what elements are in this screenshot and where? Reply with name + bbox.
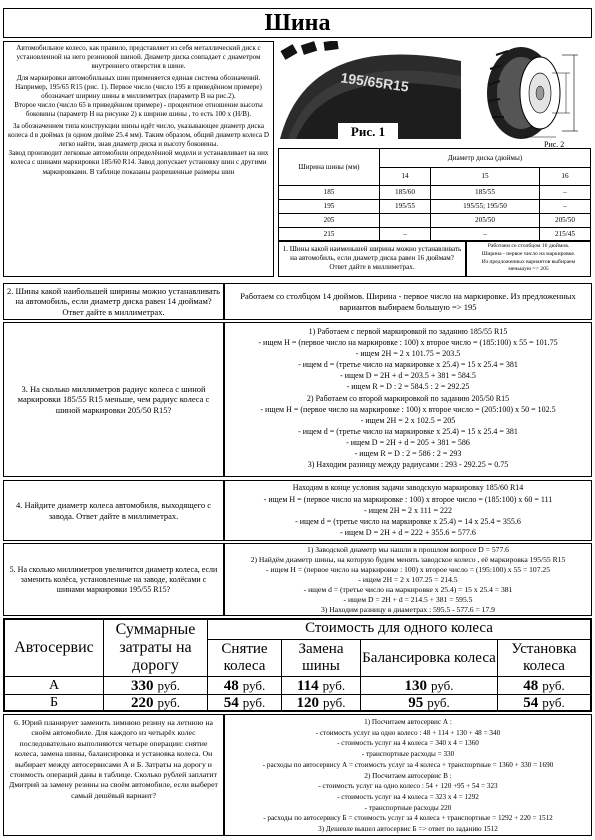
answer-6-line: - стоимость услуг на одно колесо : 54 + 120 +95 + 54 = 323 [318, 782, 498, 791]
answer-4-line: - ищем H = (первое число на маркировке : 100) х второе число = (185:100) х 60 = 111 [263, 494, 553, 504]
answer-5-line: 2) Найдём диаметр шины, на которую будем менять заводское колесо , её маркировка 195/55 R15 [250, 554, 566, 564]
page-title: Шина [264, 10, 331, 36]
answer-6-line: - расходы по автосервису Б = стоимость услуг за 4 колеса + транспортные = 1292 + 220 = 1512 [263, 814, 553, 823]
size-table-cell: 205/50 [431, 214, 540, 228]
price-table-header-op: Балансировка колеса [361, 640, 498, 676]
question-2-text: 2. Шины какой наибольшей ширины можно устанавливать на автомобиль, если диаметр диска равен 14 дюймам? Ответ дайте в миллиметрах. [7, 285, 221, 317]
size-table-header-diameter: Диаметр диска (дюймы) [380, 149, 591, 168]
figure-2 [466, 41, 590, 149]
size-table-cell: – [431, 228, 540, 242]
answer-4 [224, 480, 592, 541]
price-cell: 54 руб. [523, 695, 565, 711]
size-table-cell: – [380, 228, 431, 242]
answer-2 [224, 283, 592, 320]
size-table-cell: 195/55 [380, 200, 431, 214]
answer-6-line: - стоимость услуг на 4 колеса = 340 х 4 = 1360 [337, 739, 479, 748]
figure-1 [278, 41, 463, 141]
size-table-cell: 185/60 [380, 186, 431, 200]
tire-sidewall-illustration [278, 41, 463, 141]
answer-4-line: - ищем 2H = 2 х 111 = 222 [364, 505, 452, 515]
answer-5-line: - ищем H = (первое число на маркировке : 100) х второе число = (195:100) х 55 = 107.25 [265, 564, 551, 574]
size-table-cell [380, 214, 431, 228]
size-table-cell: 185/55 [431, 186, 540, 200]
price-cell: 330 руб. [104, 677, 208, 694]
answer-5-line: - ищем d = (третье число на маркировке х 25.4) = 15 х 25.4 = 381 [303, 584, 513, 594]
answer-4-line: - ищем d = (третье число на маркировке х 25.4) = 14 х 25.4 = 355.6 [295, 517, 521, 527]
answer-6-line: - транспортные расходы = 330 [361, 750, 455, 759]
price-row-b [5, 695, 590, 710]
answer-6-line: 1) Посчитаем автосервис А : [364, 718, 452, 726]
price-row-a [5, 677, 590, 694]
intro-paragraph: Автомобильное колесо, как правило, представляет из себя металлический диск с установленной на него резиновой шиной. Диаметр диска совпадает с диаметром внутреннего отверстия в шине. [16, 44, 261, 71]
size-table-cell: 215 [279, 228, 380, 242]
question-4 [3, 480, 224, 541]
price-cell: 95 руб. [361, 695, 498, 710]
answer-3-line: - ищем d = (третье число на маркировке х 25.4) = 15 х 25.4 = 381 [298, 360, 518, 370]
answer-3-line: 1) Работаем с первой маркировкой по заданию 185/55 R15 [308, 327, 508, 336]
intro-paragraph: Второе число (число 65 в приведённом примере) - процентное отношение высоты боковины (параметр H на рисунке 2) к ширине шины , то есть 100 х (H/B). [14, 101, 263, 119]
answer-6-line: - расходы по автосервису А = стоимость услуг за 4 колеса + транспортные = 1360 + 330 = 1690 [262, 760, 554, 769]
answer-6 [224, 714, 592, 836]
price-cell: 48 руб. [523, 678, 565, 694]
price-table [3, 618, 592, 712]
price-cell: 220 руб. [104, 695, 208, 710]
answer-1-line: меньшую => 205 [508, 266, 549, 273]
tire-size-table [278, 148, 591, 242]
answer-3-line: 2) Работаем со второй маркировкой по заданию 205/50 R15 [306, 393, 510, 403]
answer-6-line: 2) Посчитаем автосервис В : [364, 771, 452, 780]
price-cell: 54 руб. [208, 695, 282, 710]
size-table-cell: 185 [279, 186, 380, 200]
price-cell: 48 руб. [208, 677, 282, 694]
question-6-text: 6. Юрий планирует заменить зимнюю резину на летнюю на своём автомобиле. Для каждого из четырёх колес последовательно выполняются четыре операции: снятие колеса, замена шины, балансировка и установка колеса. Он выбирает между автосервисами А и Б. Затраты на дорогу и стоимость операций даны в таблице. Сколько рублей заплатит Дмитрий за замену резины на своём автомобиле, если выберет самый дешёвый вариант? [9, 718, 218, 800]
answer-5 [224, 543, 592, 616]
question-3-text: 3. На сколько миллиметров радиус колеса с шиной маркировки 185/55 R15 меньше, чем радиус колеса с шиной маркировки 205/50 R15? [17, 383, 210, 415]
answer-5-line: - ищем D = 2H + d = 214.5 + 381 = 595.5 [343, 594, 473, 604]
intro-text [3, 41, 274, 277]
intro-paragraph: Для маркировки автомобильных шин применяется единая система обозначений. Например, 195/65 R15 (рис. 1). Первое число (число 195 в приведённом примере) обозначает ширину шины в миллиметрах (параметр B на рис.2). [15, 73, 262, 101]
price-row-name: Б [5, 695, 104, 710]
size-table-cell: 205 [279, 214, 380, 228]
size-table-cell: – [539, 200, 590, 214]
question-6 [3, 714, 224, 836]
answer-5-line: - ищем 2H = 2 х 107.25 = 214.5 [358, 574, 458, 584]
answer-3-line: - ищем D = 2H + d = 203.5 + 381 = 584.5 [340, 371, 476, 381]
price-row-name: А [5, 677, 104, 694]
answer-6-line: - стоимость услуг на 4 колеса = 323 х 4 = 1292 [337, 792, 479, 801]
answer-6-line: 3) Дешевле вышел автосервис Б => ответ по заданию 1512 [318, 825, 498, 834]
price-table-header-transport: Суммарные затраты на дорогу [104, 620, 208, 676]
answer-1-line: Ширина - первое число на маркировке. [481, 250, 576, 257]
size-table-diameter: 16 [539, 168, 590, 186]
size-table-diameter: 14 [380, 168, 431, 186]
size-table-cell: 195/55; 195/50 [431, 200, 540, 214]
question-2 [3, 283, 224, 320]
question-1-text: 1. Шины какой наименьшей ширины можно устанавливать на автомобиль, если диаметр диска равен 16 дюймам? Ответ дайте в миллиметрах. [282, 244, 462, 272]
tire-marking-text: 195/65R15 [339, 69, 410, 95]
figure-2-caption: Рис. 2 [544, 140, 565, 149]
intro-paragraph: За обозначением типа конструкции шины идёт число, указывающее диаметр диска колеса d в дюймах (в одном дюйме 25.4 мм). Таким образом, общий диаметр колеса D легко найти, зная диаметр диска и высоту боковины. [8, 121, 269, 149]
intro-paragraph: Завод производит легковые автомобили определённой модели и устанавливает на них колеса с шинами маркировки 185/60 R14. Завод допускает установку шин с другими маркировками. В таблице показаны разрешенные размеры шин [8, 149, 269, 176]
answer-6-line: - транспортные расходы 220 [364, 803, 452, 812]
answer-3-line: - ищем d = (третье число на маркировке х 25.4) = 15 х 25.4 = 381 [298, 426, 518, 436]
question-5 [3, 543, 224, 616]
answer-3-line: - ищем R = D : 2 = 586 : 2 = 293 [354, 449, 462, 459]
question-3 [3, 322, 224, 477]
answer-3-line: 3) Находим разницу между радиусами : 293 - 292.25 = 0.75 [307, 460, 509, 470]
size-table-cell: 205/50 [539, 214, 590, 228]
answer-3-line: - ищем R = D : 2 = 584.5 : 2 = 292.25 [346, 382, 470, 392]
answer-5-line: 1) Заводской диаметр мы нашли в прошлом вопросе D = 577.6 [307, 544, 509, 554]
figure-1-caption: Рис. 1 [350, 124, 386, 139]
answer-1-line: Работаем со столбцом 16 дюймов. [487, 243, 570, 250]
answer-1-line: Из предложенных вариантов выбираем [481, 258, 576, 265]
question-4-text: 4. Найдите диаметр колеса автомобиля, выходящего с завода. Ответ дайте в миллиметрах. [15, 499, 212, 521]
price-table-header-service: Автосервис [5, 620, 104, 676]
answer-3-line: - ищем D = 2H + d = 205 + 381 = 586 [346, 437, 470, 447]
price-cell: 130 руб. [361, 677, 498, 694]
answer-5-line: 3) Находим разницу в диаметрах : 595.5 - 577.6 = 17.9 [321, 604, 495, 614]
price-cell: 120 руб. [282, 695, 361, 710]
answer-2-text: Работаем со столбцом 14 дюймов. Ширина - первое число на маркировке. Из предложенных вариантов выбираем большую => 195 [240, 290, 576, 312]
price-table-header-op: Установка колеса [511, 641, 577, 674]
title-box [3, 8, 592, 38]
size-table-cell: 195 [279, 200, 380, 214]
size-table-cell: – [539, 186, 590, 200]
answer-4-line: Находим в конце условия задачи заводскую маркировку 185/60 R14 [292, 483, 524, 493]
answer-4-line: - ищем D = 2H + d = 222 + 355.6 = 577.6 [340, 528, 476, 538]
answer-3-line: - ищем 2H = 2 х 101.75 = 203.5 [355, 349, 461, 359]
answer-3-line: - ищем 2H = 2 х 102.5 = 205 [360, 415, 456, 425]
price-table-header-group: Стоимость для одного колеса [208, 620, 590, 640]
answer-1 [466, 240, 591, 277]
answer-3-line: - ищем H = (первое число на маркировке : 100) х второе число = (185:100) х 55 = 101.75 [258, 338, 558, 348]
size-table-diameter: 15 [431, 168, 540, 186]
price-table-header-op: Замена шины [282, 640, 361, 676]
size-table-header-width: Ширина шины (мм) [279, 149, 380, 186]
price-table-header-op: Снятие колеса [208, 640, 282, 676]
size-table-cell: 215/45 [539, 228, 590, 242]
answer-3 [224, 322, 592, 477]
question-1 [278, 240, 466, 277]
tire-cross-section-diagram [466, 41, 590, 149]
answer-6-line: - стоимость услуг на одно колесо : 48 + 114 + 130 + 48 = 340 [315, 728, 501, 737]
answer-3-line: - ищем H = (первое число на маркировке : 100) х второе число = (205:100) х 50 = 102.5 [260, 404, 556, 414]
price-cell: 114 руб. [282, 677, 361, 694]
question-5-text: 5. На сколько миллиметров увеличится диаметр колеса, если заменить колёса, установленные на заводе, колёсами с шинами маркировки 195/55 R15? [9, 564, 218, 594]
